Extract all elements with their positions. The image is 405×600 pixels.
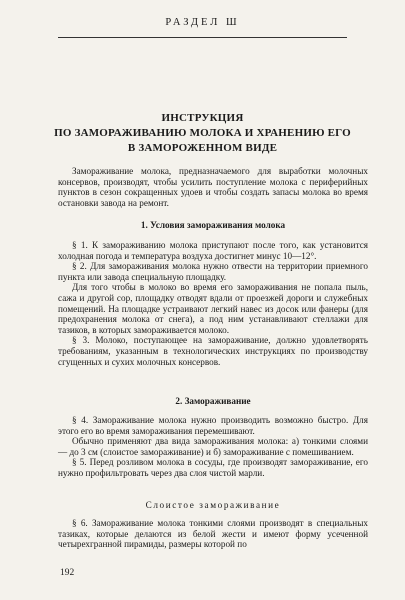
title-line-3: В ЗАМОРОЖЕННОМ ВИДЕ — [127, 142, 278, 154]
header-rule — [58, 37, 347, 38]
page-number: 192 — [60, 568, 75, 578]
section-1-heading: 1. Условия замораживания молока — [140, 220, 286, 230]
paragraph-7: § 5. Перед розливом молока в сосуды, где производят замораживание, его нужно профильтровать через два слоя чистой марли. — [58, 457, 368, 478]
section-2-heading: 2. Замораживание — [175, 396, 251, 406]
section-2-body — [58, 415, 368, 479]
intro-paragraph: Замораживание молока, предназначаемого для выработки молочных консервов, производят, чтобы усилить поступление молока с периферийных пунктов в сезон сокращенных удоев и чтобы создать запасы молока во время остановки завода на ремонт. — [58, 166, 368, 208]
document-title — [30, 111, 375, 156]
section-3-body — [58, 518, 368, 550]
paragraph-4: § 3. Молоко, поступающее на замораживание, должно удовлетворять требованиям, указанным в технологических инструкциях по производству сгущенных и сухих молочных консервов. — [58, 335, 368, 367]
paragraph-3: Для того чтобы в молоко во время его замораживания не попала пыль, сажа и другой сор, площадку отводят вдали от проезжей дороги и служебных помещений. На площадке устраивают легкий навес из досок или фанеры (для предохранения молока от снега), а под ним устанавливают стеллажи для тазиков, в которых замораживается молоко. — [58, 282, 368, 335]
title-line-1: ИНСТРУКЦИЯ — [161, 112, 244, 124]
section-1-body — [58, 240, 368, 367]
paragraph-2: § 2. Для замораживания молока нужно отвести на территории приемного пункта или завода специальную площадку. — [58, 261, 368, 282]
paragraph-8: § 6. Замораживание молока тонкими слоями производят в специальных тазиках, которые делаются из белой жести и имеют форму усеченной четырехгранной пирамиды, размеры которой по — [58, 518, 368, 550]
paragraph-6: Обычно применяют два вида замораживания молока: а) тонкими слоями — до 3 см (слоистое замораживание) и б) замораживание с помешиванием. — [58, 436, 368, 457]
paragraph-5: § 4. Замораживание молока нужно производить возможно быстро. Для этого его во время замораживания перемешивают. — [58, 415, 368, 436]
paragraph-1: § 1. К замораживанию молока приступают после того, как установится холодная погода и температура воздуха достигнет минус 10—12°. — [58, 240, 368, 261]
section-3-heading: Слоистое замораживание — [145, 500, 281, 510]
section-header: РАЗДЕЛ Ш — [165, 17, 240, 28]
title-line-2: ПО ЗАМОРАЖИВАНИЮ МОЛОКА И ХРАНЕНИЮ ЕГО — [54, 127, 351, 139]
